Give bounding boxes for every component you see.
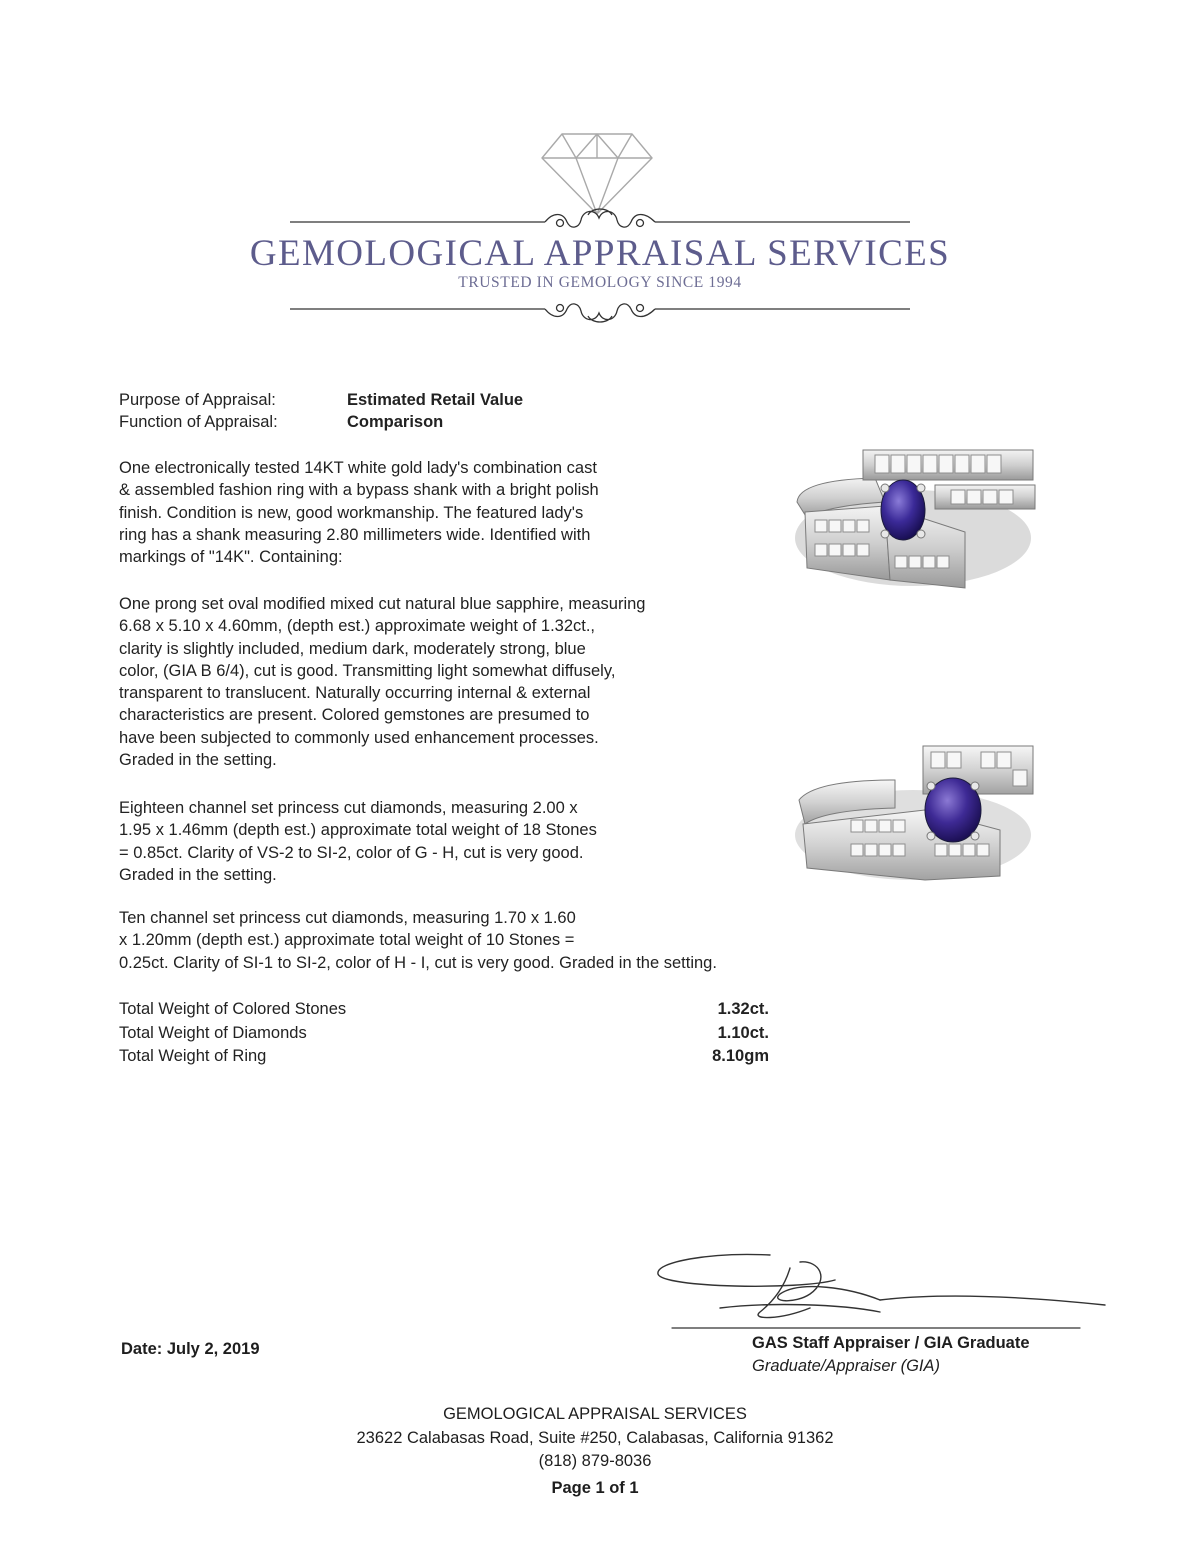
totals-label: Total Weight of Colored Stones (119, 1000, 347, 1018)
text-line: 1.95 x 1.46mm (depth est.) approximate total weight of 18 Stones (119, 821, 597, 840)
diamond-outline-icon (538, 130, 656, 216)
divider-ornament-bottom (290, 296, 910, 326)
purpose-value: Estimated Retail Value (347, 391, 524, 409)
text-line: characteristics are present. Colored gemstones are presumed to (119, 706, 590, 725)
function-value: Comparison (347, 413, 444, 432)
totals-row (119, 1045, 769, 1069)
totals-value: 1.10ct. (717, 1023, 769, 1042)
handwritten-signature (650, 1250, 1110, 1340)
appraiser-title: GAS Staff Appraiser / GIA Graduate (752, 1334, 1030, 1352)
text-line: ring has a shank measuring 2.80 millimeters wide. Identified with (119, 525, 591, 544)
text-line: finish. Condition is new, good workmanship. The featured lady's (119, 503, 584, 522)
page-number: Page 1 of 1 (551, 1478, 639, 1497)
totals-label: Total Weight of Diamonds (119, 1023, 307, 1042)
text-line: 6.68 x 5.10 x 4.60mm, (depth est.) approximate weight of 1.32ct., (119, 617, 596, 636)
function-label: Function of Appraisal: (119, 413, 278, 432)
totals-row (119, 1022, 769, 1046)
footer-phone: (818) 879-8036 (538, 1452, 652, 1470)
sapphire-description (119, 593, 839, 771)
appraisal-purpose-block (119, 389, 523, 434)
brand-tagline: TRUSTED IN GEMOLOGY SINCE 1994 (458, 274, 742, 291)
appraisal-date: Date: July 2, 2019 (121, 1340, 260, 1358)
totals-value: 8.10gm (712, 1047, 769, 1065)
totals-table (119, 998, 769, 1069)
appraiser-subtitle: Graduate/Appraiser (GIA) (752, 1357, 940, 1375)
text-line: 0.25ct. Clarity of SI-1 to SI-2, color of H - I, cut is very good. Graded in the setting. (119, 953, 717, 972)
text-line: & assembled fashion ring with a bypass shank with a bright polish (119, 481, 599, 500)
purpose-label: Purpose of Appraisal: (119, 391, 276, 409)
text-line: = 0.85ct. Clarity of VS-2 to SI-2, color of G - H, cut is very good. (119, 843, 584, 862)
footer-address: 23622 Calabasas Road, Suite #250, Calabasas, California 91362 (356, 1428, 834, 1447)
footer (0, 1403, 1190, 1500)
text-line: Eighteen channel set princess cut diamonds, measuring 2.00 x (119, 799, 578, 817)
ring-photo-front (785, 440, 1040, 600)
text-line: clarity is slightly included, medium dark, moderately strong, blue (119, 639, 586, 658)
totals-row (119, 998, 769, 1022)
ring-description (119, 457, 839, 568)
divider-ornament-top (290, 205, 910, 235)
text-line: Graded in the setting. (119, 751, 277, 770)
text-line: Graded in the setting. (119, 865, 277, 884)
text-line: One electronically tested 14KT white gold lady's combination cast (119, 459, 597, 477)
text-line: markings of "14K". Containing: (119, 548, 343, 567)
brand-name: GEMOLOGICAL APPRAISAL SERVICES (249, 233, 951, 274)
text-line: Ten channel set princess cut diamonds, measuring 1.70 x 1.60 (119, 909, 576, 927)
text-line: have been subjected to commonly used enhancement processes. (119, 728, 599, 747)
footer-company: GEMOLOGICAL APPRAISAL SERVICES (443, 1405, 747, 1423)
text-line: color, (GIA B 6/4), cut is good. Transmitting light somewhat diffusely, (119, 661, 616, 680)
text-line: x 1.20mm (depth est.) approximate total weight of 10 Stones = (119, 931, 575, 950)
totals-value: 1.32ct. (717, 1000, 769, 1018)
diamonds-18-description (119, 797, 839, 886)
ring-photo-angle (785, 740, 1040, 890)
totals-label: Total Weight of Ring (119, 1047, 267, 1065)
text-line: transparent to translucent. Naturally occurring internal & external (119, 684, 591, 703)
diamonds-10-description (119, 907, 839, 974)
text-line: One prong set oval modified mixed cut natural blue sapphire, measuring (119, 595, 646, 613)
